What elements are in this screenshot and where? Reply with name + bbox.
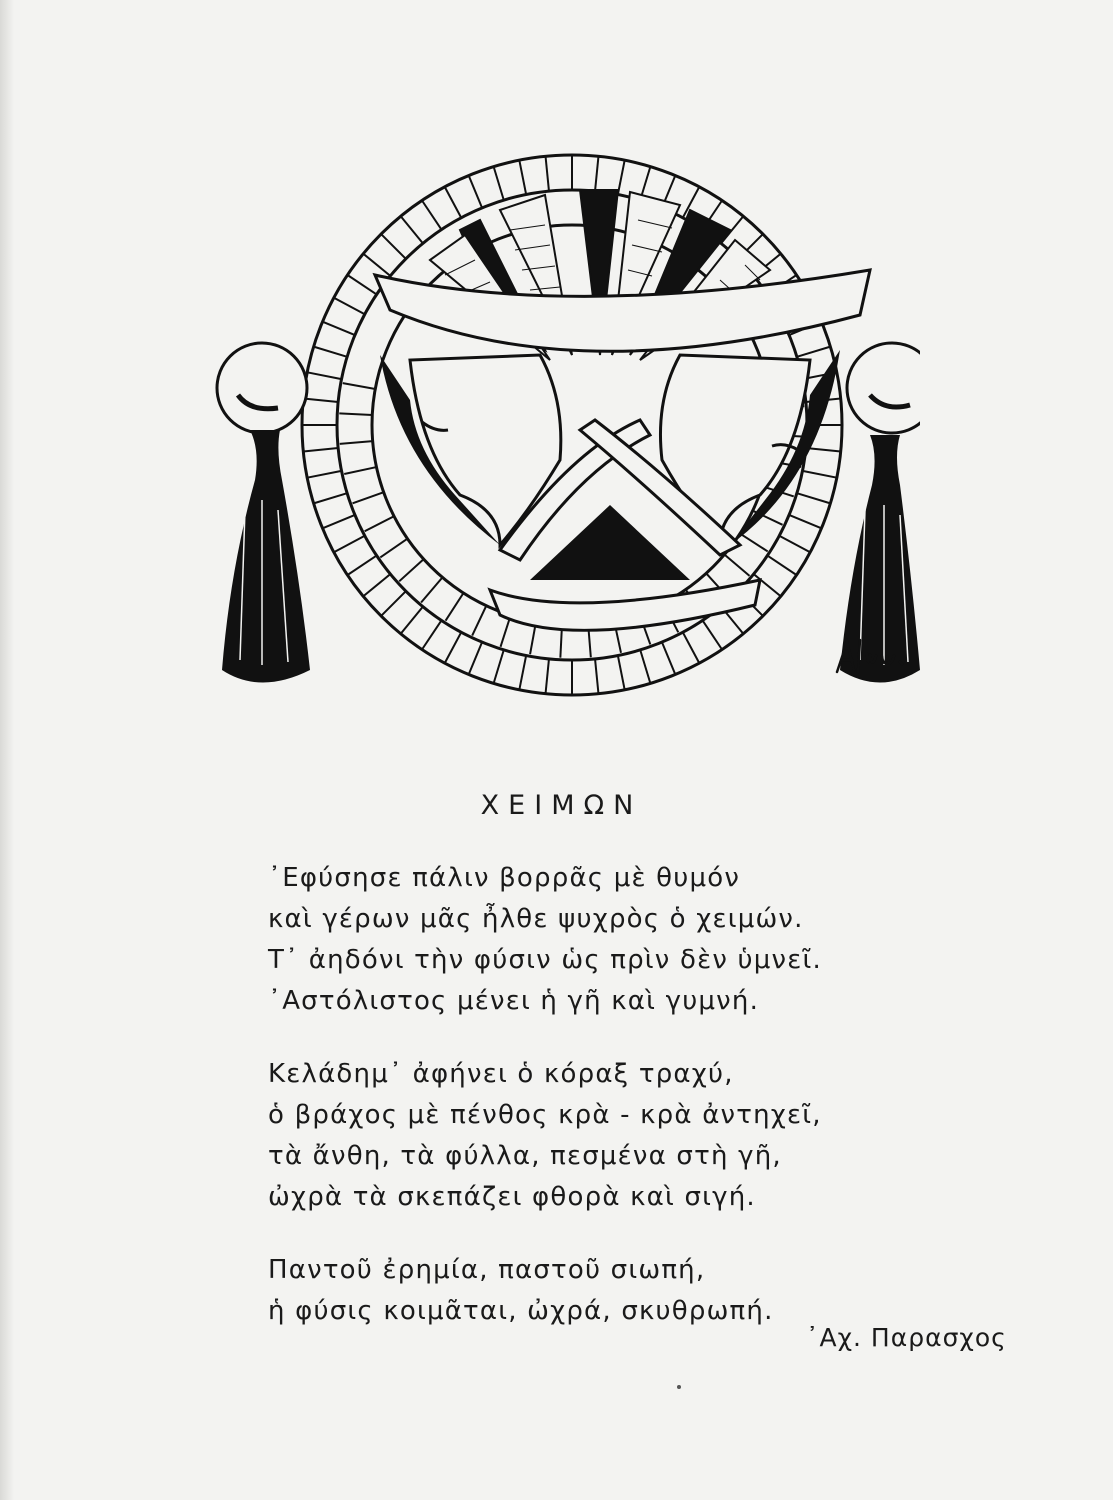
medallion-tick (307, 471, 341, 478)
medallion-tick (445, 632, 461, 663)
medallion-tick (303, 399, 338, 402)
medallion-tick (446, 593, 464, 621)
poem-line: Παντοῦ ἐρημία, παστοῦ σιωπή, (268, 1255, 706, 1285)
medallion-tick (445, 187, 461, 218)
medallion-tick (381, 234, 406, 259)
medallion-tick (546, 156, 549, 191)
medallion-tick (469, 176, 482, 208)
poem-line: ἡ φύσις κοιμᾶται, ὠχρά, σκυθρωπή. (268, 1296, 774, 1326)
stanza-2 (268, 1054, 968, 1218)
medallion-tick (519, 160, 526, 194)
medallion-tick (343, 383, 375, 389)
medallion-tick (323, 515, 355, 528)
poem-line: ὠχρὰ τὰ σκεπάζει φθορὰ καὶ σιγή. (268, 1182, 756, 1212)
poem-body (268, 858, 968, 1364)
medallion-tick (348, 556, 377, 575)
medallion-tick (802, 471, 836, 478)
medallion-tick (779, 536, 810, 552)
medallion-tick (314, 493, 347, 503)
artist-signature (832, 632, 912, 692)
winter-medallion-illustration (200, 150, 920, 720)
medallion-tick (307, 372, 341, 379)
poem-line: ὁ βράχος μὲ πένθος κρὰ - κρὰ ἀντηχεῖ, (268, 1100, 822, 1130)
medallion-tick (662, 642, 675, 674)
medallion-tick (363, 574, 390, 596)
medallion-tick (353, 492, 384, 503)
medallion-tick (494, 167, 504, 200)
poem-author: ᾿Αχ. Παρασχος (806, 1323, 1007, 1352)
medallion-tick (494, 650, 504, 683)
poem-title: ΧΕΙΜΩΝ (480, 790, 643, 821)
medallion-tick (399, 559, 423, 581)
medallion-tick (422, 201, 441, 230)
poem-line: Τ᾿ ἀηδόνι τὴν φύσιν ὡς πρὶν δὲν ὑμνεῖ. (268, 945, 822, 975)
medallion-tick (724, 555, 749, 576)
page-edge (0, 0, 14, 1500)
medallion-tick (340, 441, 373, 444)
medallion-tick (797, 347, 830, 357)
medallion-tick (380, 539, 407, 558)
medallion-tick (323, 322, 355, 335)
medallion-tick (401, 607, 423, 634)
medallion-tick (314, 347, 347, 357)
medallion-tick (334, 536, 365, 552)
poem-line: τὰ ἄνθη, τὰ φύλλα, πεσμένα στὴ γῆ, (268, 1141, 782, 1171)
medallion-tick (519, 655, 526, 689)
medallion-tick (363, 254, 390, 276)
medallion-tick (703, 620, 722, 649)
medallion-tick (797, 493, 830, 503)
poem-line: ᾿Αστόλιστος μένει ἡ γῆ καὶ γυμνή. (268, 986, 760, 1016)
medallion-tick (595, 156, 598, 191)
medallion-tick (422, 620, 441, 649)
poem-line: ᾿Εφύσησε πάλιν βορρᾶς μὲ θυμόν (268, 863, 741, 893)
medallion-tick (595, 659, 598, 694)
medallion-tick (472, 606, 486, 636)
poem-line: Κελάδημ᾿ ἀφήνει ὁ κόραξ τραχύ, (268, 1059, 734, 1089)
medallion-tick (546, 659, 549, 694)
medallion-tick (789, 515, 821, 528)
medallion-tick (806, 448, 841, 451)
stanza-1 (268, 858, 968, 1022)
medallion-tick (401, 216, 423, 243)
medallion-tick (618, 655, 625, 689)
poem-line: καὶ γέρων μᾶς ἦλθε ψυχρὸς ὁ χειμών. (268, 904, 804, 934)
medallion-tick (381, 591, 406, 616)
medallion-tick (421, 577, 442, 602)
medallion-tick (469, 642, 482, 674)
medallion-tick (339, 413, 372, 415)
ink-speck (677, 1385, 681, 1389)
medallion-tick (348, 275, 377, 294)
medallion-tick (683, 632, 699, 663)
medallion-tick (740, 534, 768, 552)
stanza-3 (268, 1250, 968, 1332)
medallion-tick (640, 650, 650, 683)
medallion-tick (767, 556, 796, 575)
medallion-tick (303, 448, 338, 451)
medallion-tick (365, 516, 394, 531)
medallion-tick (344, 467, 376, 474)
medallion-tick (334, 298, 365, 314)
